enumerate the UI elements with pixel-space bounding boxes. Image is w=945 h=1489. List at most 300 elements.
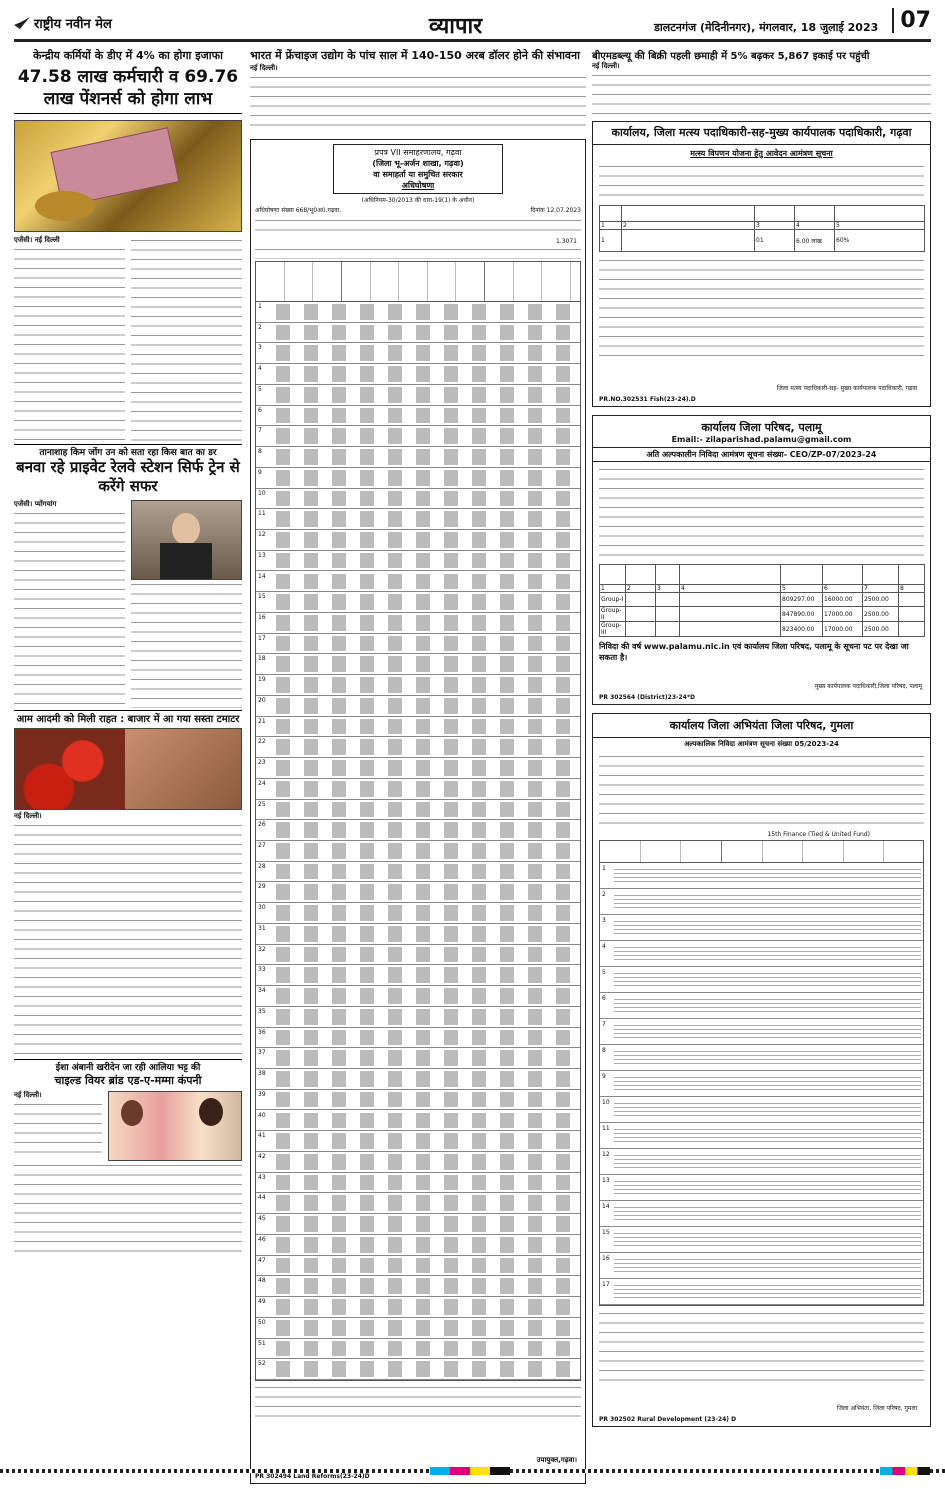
land-table-row (256, 530, 580, 551)
land-row-lines (270, 1154, 578, 1170)
notice-pr-number: PR 302494 Land Reforms(23-24)D (255, 1473, 370, 1480)
land-row-number: 26 (258, 821, 266, 829)
land-row-number: 48 (258, 1277, 266, 1285)
color-registration-strip (0, 1467, 945, 1475)
land-table-row (256, 696, 580, 717)
land-row-lines (270, 947, 578, 963)
land-row-lines (270, 1030, 578, 1046)
land-table-row (256, 592, 580, 613)
land-row-lines (270, 1009, 578, 1025)
currency-photo (14, 120, 242, 232)
fisheries-pr-number: PR.NO.302531 Fish(23-24).D (599, 396, 696, 403)
land-row-number: 30 (258, 904, 266, 912)
gumla-row-number: 4 (602, 943, 606, 950)
land-row-number: 14 (258, 572, 266, 580)
story2-headline: बनवा रहे प्राइवेट रेलवे स्टेशन सिर्फ ट्रेन से करेंगे सफर (16, 458, 240, 495)
gumla-fund: 15th Finance (Tied & United Fund) (767, 831, 870, 838)
masthead (14, 8, 931, 42)
land-row-number: 39 (258, 1090, 266, 1098)
land-row-number: 17 (258, 634, 266, 642)
land-table-row (256, 882, 580, 903)
land-table-row (256, 1028, 580, 1049)
issue-date: डालटनगंज (मेदिनीनगर), मंगलवार, 18 जुलाई 2023 (654, 21, 879, 34)
land-row-number: 6 (258, 406, 262, 414)
palamu-pr-number: PR 302564 (District)23-24*D (599, 694, 695, 701)
gumla-table-header (600, 841, 923, 863)
franchise-dateline: नई दिल्ली। (250, 64, 278, 72)
land-row-lines (270, 698, 578, 714)
suit-shape (160, 543, 212, 580)
land-row-lines (270, 967, 578, 983)
palamu-website-line: निविदा की वर्ष www.palamu.nic.in एवं कार्यालय जिला परिषद, पलामू के सूचना पट पर देखा जा सकता है। (599, 642, 909, 662)
land-row-lines (270, 802, 578, 818)
land-table-row (256, 737, 580, 758)
page-number: 07 (892, 8, 931, 33)
land-table-row (256, 1173, 580, 1194)
gumla-table-row (600, 1227, 923, 1253)
notice-office-line: (जिला भू-अर्जन शाखा, गढ़वा) (372, 159, 464, 168)
fisheries-intro (599, 162, 924, 202)
gumla-row-number: 5 (602, 969, 606, 976)
palamu-fee: 16000.00 (823, 593, 863, 607)
land-table-row (256, 1339, 580, 1360)
gumla-office-title: कार्यालय जिला अभियंता जिला परिषद, गुमला (593, 714, 930, 738)
land-row-number: 50 (258, 1318, 266, 1326)
gumla-row-number: 8 (602, 1047, 606, 1054)
notice-footer-text (255, 1383, 581, 1417)
land-row-lines (270, 1278, 578, 1294)
land-table-row (256, 426, 580, 447)
land-row-lines (270, 1341, 578, 1357)
land-table-row (256, 1193, 580, 1214)
land-row-number: 41 (258, 1132, 266, 1140)
story4-headline: चाइल्ड वियर ब्रांड एड-ए-मम्मा कंपनी (54, 1074, 202, 1087)
palamu-signatory: मुख्य कार्यपालक पदाधिकारी,जिला परिषद, पलामू (814, 683, 922, 690)
land-row-lines (270, 428, 578, 444)
gumla-row-lines (614, 866, 921, 885)
face-shape (172, 513, 200, 545)
land-row-number: 24 (258, 779, 266, 787)
land-row-number: 16 (258, 613, 266, 621)
land-row-number: 31 (258, 924, 266, 932)
palamu-terms (599, 465, 924, 561)
gumla-row-number: 12 (602, 1151, 610, 1158)
land-row-number: 44 (258, 1194, 266, 1202)
land-row-number: 2 (258, 323, 262, 331)
land-row-number: 13 (258, 551, 266, 559)
land-table-row (256, 1111, 580, 1132)
land-table-row (256, 634, 580, 655)
gumla-row-lines (614, 970, 921, 989)
gumla-table-row (600, 1175, 923, 1201)
gumla-table-row (600, 967, 923, 993)
land-row-lines (270, 1320, 578, 1336)
land-row-lines (270, 781, 578, 797)
land-row-number: 34 (258, 987, 266, 995)
gumla-row-lines (614, 1230, 921, 1249)
gumla-table-row (600, 863, 923, 889)
land-table-row (256, 302, 580, 323)
gumla-row-number: 1 (602, 865, 606, 872)
notice-intro (255, 216, 581, 238)
bird-icon (14, 17, 30, 29)
paper-name: राष्ट्रीय नवीन मेल (34, 17, 112, 32)
land-row-lines (270, 304, 578, 320)
tomato-photo (14, 728, 242, 810)
gumla-row-number: 15 (602, 1229, 610, 1236)
land-table-row (256, 1318, 580, 1339)
land-table-row (256, 1359, 580, 1380)
land-row-number: 23 (258, 759, 266, 767)
gumla-row-number: 13 (602, 1177, 610, 1184)
land-row-lines (270, 1195, 578, 1211)
land-row-number: 7 (258, 427, 262, 435)
palamu-group: Group-III (600, 622, 626, 637)
notice-total-area: 1.3071 (556, 238, 577, 245)
land-row-number: 1 (258, 303, 262, 310)
land-row-lines (270, 470, 578, 486)
fisheries-signatory: जिला मत्स्य पदाधिकारी-सह- मुख्य कार्यपालक पदाधिकारी, गढ़वा (776, 385, 918, 392)
land-table-row (256, 903, 580, 924)
palamu-group: Group-II (600, 607, 626, 622)
story1-kicker: केन्द्रीय कर्मियों के डीए में 4% का होगा इजाफा (33, 49, 223, 62)
land-row-number: 18 (258, 655, 266, 663)
story1-body-left (14, 245, 125, 440)
land-row-number: 49 (258, 1298, 266, 1306)
land-schedule-table (255, 261, 581, 1381)
gumla-row-number: 2 (602, 891, 606, 898)
story1-byline: एजेंसी। नई दिल्ली (14, 236, 60, 244)
gumla-works-table (599, 840, 924, 1306)
fisheries-cost: 6.00 लाख (795, 230, 835, 252)
land-row-lines (270, 408, 578, 424)
land-row-lines (270, 491, 578, 507)
land-row-number: 25 (258, 800, 266, 808)
story1-body-right (131, 236, 242, 442)
land-row-number: 19 (258, 676, 266, 684)
land-row-number: 40 (258, 1111, 266, 1119)
land-row-number: 8 (258, 448, 262, 456)
notice-header (333, 144, 503, 194)
land-row-number: 52 (258, 1360, 266, 1368)
bmw-body (592, 71, 931, 117)
land-table-row (256, 613, 580, 634)
land-row-lines (270, 615, 578, 631)
land-row-lines (270, 1071, 578, 1087)
story2-byline: एजेंसी। प्योंगयांग (14, 500, 57, 508)
notice-signatory: उपायुक्त,गढ़वा। (536, 1456, 577, 1464)
land-table-row (256, 945, 580, 966)
land-row-number: 38 (258, 1070, 266, 1078)
person-shape (121, 1100, 143, 1126)
land-row-lines (270, 1299, 578, 1315)
story4-dateline: नई दिल्ली। (14, 1091, 42, 1099)
gumla-row-lines (614, 892, 921, 911)
land-table-row (256, 717, 580, 738)
land-row-lines (270, 387, 578, 403)
land-row-lines (270, 760, 578, 776)
gumla-notice-number: अल्पकालिक निविदा आमंत्रण सूचना संख्या 05/2023-24 (684, 740, 839, 748)
land-row-number: 10 (258, 489, 266, 497)
palamu-amount: 823400.00 (781, 622, 823, 637)
land-table-row (256, 468, 580, 489)
gumla-row-lines (614, 918, 921, 937)
land-row-number: 3 (258, 344, 262, 352)
fisheries-table: 1 2 3 4 5 1 01 6.00 लाख 60% (599, 205, 925, 252)
land-row-lines (270, 366, 578, 382)
land-row-lines (270, 739, 578, 755)
land-table-row (256, 447, 580, 468)
gumla-row-lines (614, 1022, 921, 1041)
land-row-lines (270, 636, 578, 652)
land-row-number: 21 (258, 717, 266, 725)
palamu-cost: 2500.00 (863, 607, 899, 622)
franchise-headline: भारत में फ्रेंचाइज उद्योग के पांच साल में 140-150 अरब डॉलर होने की संभावना (250, 49, 580, 62)
story2-body-left (14, 509, 125, 706)
land-row-lines (270, 1092, 578, 1108)
land-table-row (256, 1069, 580, 1090)
land-row-lines (270, 511, 578, 527)
palamu-amount: 809297.00 (781, 593, 823, 607)
land-table-row (256, 924, 580, 945)
land-table-row (256, 1152, 580, 1173)
land-row-number: 35 (258, 1007, 266, 1015)
land-row-lines (270, 926, 578, 942)
gumla-row-lines (614, 1204, 921, 1223)
gumla-row-number: 6 (602, 995, 606, 1002)
land-table-row (256, 489, 580, 510)
franchise-body (250, 73, 586, 133)
ambani-bhatt-photo (108, 1091, 242, 1161)
land-row-lines (270, 1237, 578, 1253)
fisheries-conditions (599, 256, 924, 356)
land-table-row (256, 675, 580, 696)
gumla-row-number: 14 (602, 1203, 610, 1210)
gumla-table-row (600, 1201, 923, 1227)
story2-kicker: तानाशाह किम जोंग उन को सता रहा किस बात का डर (14, 444, 242, 458)
land-row-lines (270, 1361, 578, 1377)
land-table-row (256, 509, 580, 530)
palamu-cost: 2500.00 (863, 622, 899, 637)
story4-kicker: ईशा अंबानी खरीदेन जा रही आलिया भट्ट की (14, 1059, 242, 1073)
land-row-number: 11 (258, 510, 266, 518)
fisheries-notice (592, 121, 931, 407)
land-table-row (256, 385, 580, 406)
land-table-row (256, 551, 580, 572)
gumla-table-row (600, 1253, 923, 1279)
fisheries-grant: 60% (835, 230, 925, 252)
land-row-lines (270, 574, 578, 590)
land-row-number: 36 (258, 1028, 266, 1036)
land-row-lines (270, 677, 578, 693)
land-table-row (256, 986, 580, 1007)
land-row-lines (270, 345, 578, 361)
gumla-table-row (600, 1097, 923, 1123)
gumla-row-lines (614, 1100, 921, 1119)
palamu-fee: 17000.00 (823, 607, 863, 622)
right-column (592, 48, 931, 1427)
story2-body-right (131, 580, 242, 708)
land-table-header (256, 262, 580, 302)
land-row-number: 12 (258, 531, 266, 539)
palamu-office-title: कार्यालय जिला परिषद, पलामू (701, 421, 822, 434)
palamu-group: Group-I (600, 593, 626, 607)
gumla-row-lines (614, 1178, 921, 1197)
land-table-row (256, 1048, 580, 1069)
palamu-amount: 847890.00 (781, 607, 823, 622)
gumla-tender-notice (592, 713, 931, 1427)
land-row-lines (270, 719, 578, 735)
land-row-lines (270, 1216, 578, 1232)
hand-shape (125, 729, 242, 810)
land-table-row (256, 1297, 580, 1318)
land-row-lines (270, 822, 578, 838)
gumla-table-row (600, 1149, 923, 1175)
notice-intro-2 (255, 245, 581, 259)
land-row-number: 43 (258, 1173, 266, 1181)
gumla-table-row (600, 915, 923, 941)
palamu-tender-table: 1 2 3 4 5 6 7 8 Group-I 809297.00 16000.00 2500.00 Group-II 847890.00 17000.00 2500.00 Group-III 823400.00 17000.00 2500.00 (599, 564, 925, 637)
land-row-number: 29 (258, 883, 266, 891)
left-column (14, 48, 242, 1257)
land-row-lines (270, 988, 578, 1004)
cmyk-swatch (430, 1467, 510, 1475)
gumla-row-lines (614, 1048, 921, 1067)
paper-logo (14, 14, 112, 32)
land-row-number: 9 (258, 468, 262, 476)
land-table-row (256, 1007, 580, 1028)
land-table-row (256, 1256, 580, 1277)
land-table-row (256, 1276, 580, 1297)
land-row-number: 22 (258, 738, 266, 746)
land-row-number: 42 (258, 1152, 266, 1160)
gumla-table-row (600, 1279, 923, 1305)
palamu-cost: 2500.00 (863, 593, 899, 607)
land-row-lines (270, 325, 578, 341)
land-row-number: 5 (258, 385, 262, 393)
gumla-row-number: 3 (602, 917, 606, 924)
gumla-row-number: 17 (602, 1281, 610, 1288)
gumla-table-row (600, 993, 923, 1019)
land-row-number: 47 (258, 1256, 266, 1264)
story3-body (14, 821, 242, 1059)
gumla-table-row (600, 1071, 923, 1097)
gumla-table-row (600, 941, 923, 967)
fisheries-office-title: कार्यालय, जिला मत्स्य पदाधिकारी-सह-मुख्य कार्यपालक पदाधिकारी, गढ़वा (593, 122, 930, 145)
land-row-number: 4 (258, 365, 262, 373)
story4-body-left (14, 1100, 102, 1160)
gumla-conditions (599, 1309, 924, 1389)
gumla-row-lines (614, 944, 921, 963)
gumla-table-row (600, 1019, 923, 1045)
land-row-lines (270, 905, 578, 921)
gumla-pr-number: PR 302502 Rural Development (23-24) D (599, 1416, 737, 1423)
land-table-row (256, 654, 580, 675)
coin-pile-shape (35, 191, 95, 221)
land-acquisition-notice (250, 139, 586, 1484)
cmyk-swatch (880, 1467, 930, 1475)
story3-headline: आम आदमी को मिली राहत : बाजार में आ गया सस्ता टमाटर (14, 710, 242, 728)
gumla-row-number: 11 (602, 1125, 610, 1132)
notice-date: दिनांक 12.07.2023 (530, 207, 581, 214)
land-row-lines (270, 656, 578, 672)
story4-body (14, 1161, 242, 1257)
notice-ref: अधिघोषणा संख्या 668/भू0अ0,गढ़वा, (255, 207, 342, 214)
land-row-number: 28 (258, 862, 266, 870)
land-row-lines (270, 449, 578, 465)
gumla-table-row (600, 889, 923, 915)
gumla-table-row (600, 1045, 923, 1071)
land-table-row (256, 1214, 580, 1235)
land-table-row (256, 406, 580, 427)
land-row-number: 15 (258, 593, 266, 601)
palamu-email: Email:- zilaparishad.palamu@gmail.com (671, 435, 852, 444)
land-table-row (256, 841, 580, 862)
kim-jong-un-photo (131, 500, 242, 580)
land-row-lines (270, 1113, 578, 1129)
gumla-row-lines (614, 1256, 921, 1275)
story3-dateline: नई दिल्ली। (14, 812, 42, 820)
land-table-row (256, 758, 580, 779)
notice-title: अधिघोषणा (401, 181, 435, 190)
land-row-lines (270, 843, 578, 859)
fisheries-qty: 01 (755, 230, 795, 252)
land-row-number: 32 (258, 945, 266, 953)
palamu-notice-number: अति अल्पकालीन निविदा आमंत्रण सूचना संख्या- CEO/ZP-07/2023-24 (593, 447, 930, 462)
fisheries-subtitle: मत्स्य विपणन योजना हेतु आवेदन आमंत्रण सूचना (690, 149, 833, 158)
land-table-row (256, 779, 580, 800)
land-row-number: 46 (258, 1235, 266, 1243)
land-row-number: 33 (258, 966, 266, 974)
story1-headline: 47.58 लाख कर्मचारी व 69.76 लाख पेंशनर्स को होगा लाभ (14, 66, 242, 114)
land-table-row (256, 1131, 580, 1152)
land-table-row (256, 572, 580, 593)
land-table-row (256, 820, 580, 841)
land-table-row (256, 323, 580, 344)
land-table-row (256, 343, 580, 364)
bmw-dateline: नई दिल्ली। (592, 62, 620, 70)
bmw-headline: बीएमडब्ल्यू की बिक्री पहली छमाही में 5% बढ़कर 5,867 इकाई पर पहुंची (592, 51, 870, 62)
land-table-row (256, 965, 580, 986)
land-row-number: 37 (258, 1049, 266, 1057)
gumla-row-lines (614, 1074, 921, 1093)
gumla-table-row (600, 1123, 923, 1149)
land-row-lines (270, 1258, 578, 1274)
gumla-row-lines (614, 1282, 921, 1301)
notice-form-line: प्रपत्र VII समाहरणालय, गढ़वा (374, 148, 462, 157)
land-row-number: 20 (258, 696, 266, 704)
land-table-row (256, 364, 580, 385)
land-table-row (256, 1090, 580, 1111)
palamu-fee: 17000.00 (823, 622, 863, 637)
land-table-row (256, 1235, 580, 1256)
gumla-row-number: 7 (602, 1021, 606, 1028)
land-row-number: 51 (258, 1339, 266, 1347)
gumla-row-lines (614, 996, 921, 1015)
land-row-lines (270, 884, 578, 900)
notice-act: (अधिनियम-30/2013 की धारा-19(1) के अधीन) (361, 197, 475, 204)
gumla-row-number: 10 (602, 1099, 610, 1106)
person-shape (199, 1098, 223, 1126)
gumla-schedule (599, 752, 924, 828)
palamu-tender-notice (592, 415, 931, 705)
land-row-lines (270, 864, 578, 880)
notice-authority-line: वा समाहर्ता या समुचित सरकार (373, 170, 463, 179)
land-row-number: 27 (258, 842, 266, 849)
gumla-signatory: जिला अभियंता, जिला परिषद, गुमला (836, 1405, 918, 1412)
gumla-row-lines (614, 1152, 921, 1171)
land-table-row (256, 800, 580, 821)
